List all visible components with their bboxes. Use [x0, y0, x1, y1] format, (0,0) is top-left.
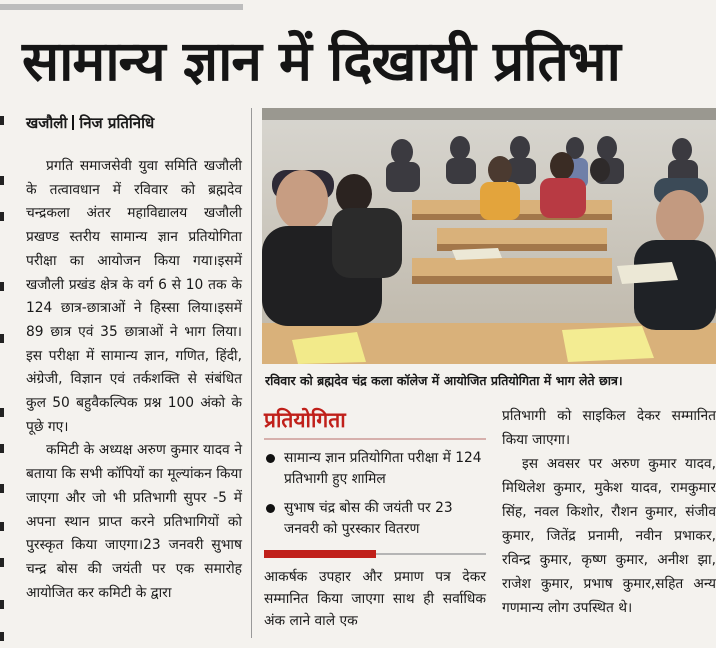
dateline-reporter: निज प्रतिनिधि [79, 114, 155, 132]
photo-caption: रविवार को ब्रह्मदेव चंद्र कला कॉलेज में आयोजित प्रतियोगिता में भाग लेते छात्र। [265, 373, 623, 388]
bullet-dot-icon [266, 504, 275, 513]
dateline-place: खजौली [26, 114, 68, 132]
paragraph: प्रगति समाजसेवी युवा समिति खजौली के तत्वावधान में रविवार को ब्रह्मदेव चन्द्रकला अंतर महाविद्यालय खजौली प्रखण्ड स्तरीय सामान्य ज्ञान प्रतियोगिता परीक्षा का आयोजन किया गया।इसमें खजौली प्रखंड क्षेत्र के वर्ग 6 से 10 तक के 124 छात्र-छात्राओं ने हिस्सा लिया।इसमें 89 छात्र एवं 35 छात्राओं ने भाग लिया। इस परीक्षा में सामान्य ज्ञान, गणित, हिंदी, अंग्रेजी, विज्ञान एवं तर्कशक्ति से संबंधित कुल 50 बहुवैकल्पिक प्रश्न 100 अंको के पूछे गए। [26, 158, 242, 435]
classroom-photo-illustration [262, 108, 716, 364]
news-photo [262, 108, 716, 364]
highlight-box-underline [264, 438, 486, 440]
paragraph: आकर्षक उपहार और प्रमाण पत्र देकर सम्मानित किया जाएगा साथ ही सर्वाधिक अंक लाने वाले एक [264, 569, 486, 629]
dateline-separator [72, 115, 74, 130]
top-rule [0, 4, 243, 10]
paragraph: प्रतिभागी को साइकिल देकर सम्मानित किया जाएगा। [502, 408, 716, 448]
article-body-column-1 [26, 155, 242, 605]
highlight-box-bullets [264, 448, 486, 548]
bullet-text: सुभाष चंद्र बोस की जयंती पर 23 जनवरी को पुरस्कार वितरण [284, 500, 453, 537]
paragraph: कमिटी के अध्यक्ष अरुण कुमार यादव ने बताया कि सभी कॉपियों का मूल्यांकन किया जाएगा और जो भी प्रतिभागी सुपर -5 में अपना स्थान प्राप्त करने प्रतिभागियों को पुरस्कृत किया जाएगा।23 जनवरी सुभाष चन्द्र बोस की जयंती पर एक समारोह आयोजित कर कमिटी के द्वारा [26, 442, 242, 601]
highlight-box-red-bar [264, 550, 376, 558]
headline: सामान्य ज्ञान में दिखायी प्रतिभा [22, 29, 620, 93]
highlight-box-grey-rule [376, 553, 486, 555]
paragraph: इस अवसर पर अरुण कुमार यादव, मिथिलेश कुमार, मुकेश यादव, रामकुमार सिंह, नवल किशोर, रौशन कुमार, संजीव कुमार, जितेंद्र प्रनामी, नवीन प्रभाकर, रविन्द्र कुमार, कृष्ण कुमार, अनीश झा, राजेश कुमार, प्रभाष कुमार,सहित अन्य गणमान्य लोग उपस्थित थे। [502, 456, 716, 616]
article-body-column-3 [502, 404, 716, 620]
adjacent-column-edge [0, 112, 8, 642]
dateline [26, 113, 154, 133]
bullet-item [264, 498, 486, 540]
bullet-text: सामान्य ज्ञान प्रतियोगिता परीक्षा में 124 प्रतिभागी हुए शामिल [284, 450, 482, 487]
article-body-column-2 [264, 566, 486, 632]
highlight-box-title: प्रतियोगिता [264, 408, 346, 432]
bullet-item [264, 448, 486, 490]
bullet-dot-icon [266, 454, 275, 463]
column-divider [251, 108, 252, 638]
